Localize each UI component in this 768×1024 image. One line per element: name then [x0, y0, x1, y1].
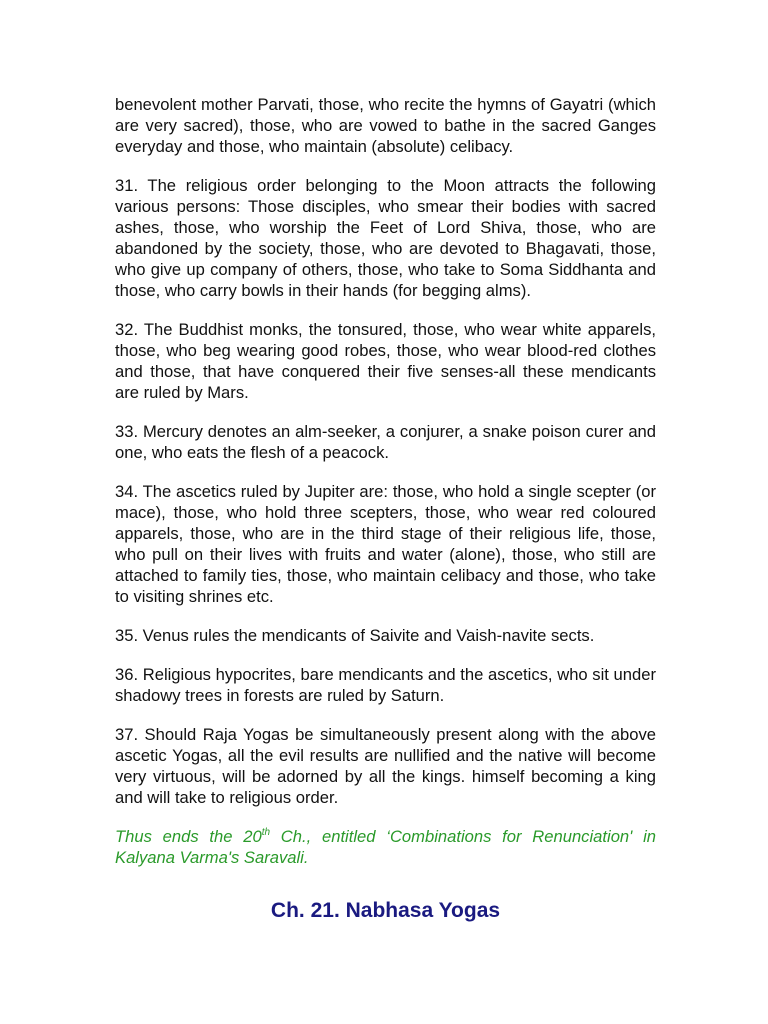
- ending-text-end: Ch., entitled ‘Combinations for Renunciation' in Kalyana Varma's Saravali.: [115, 827, 656, 867]
- paragraph-32: 32. The Buddhist monks, the tonsured, those, who wear white apparels, those, who beg wearing good robes, those, who wear blood-red clothes and those, that have conquered their five senses-all these mendicants are ruled by Mars.: [115, 320, 656, 402]
- paragraph-34: 34. The ascetics ruled by Jupiter are: those, who hold a single scepter (or mace), those, who hold three scepters, those, who wear red coloured apparels, those, who are in the third stage of their religious life, those, who pull on their lives with fruits and water (alone), those, who still are attached to family ties, those, who maintain celibacy and those, who take to visiting shrines etc.: [115, 482, 656, 606]
- paragraph-37: 37. Should Raja Yogas be simultaneously present along with the above ascetic Yogas, all the evil results are nullified and the native will become very virtuous, will be adorned by all the kings. himself becoming a king and will take to religious order.: [115, 725, 656, 807]
- chapter-ending-note: [115, 826, 656, 868]
- paragraph-36: 36. Religious hypocrites, bare mendicants and the ascetics, who sit under shadowy trees in forests are ruled by Saturn.: [115, 665, 656, 705]
- paragraph-30-continued: benevolent mother Parvati, those, who recite the hymns of Gayatri (which are very sacred), those, who are vowed to bathe in the sacred Ganges everyday and those, who maintain (absolute) celibacy.: [115, 95, 656, 156]
- paragraph-31: 31. The religious order belonging to the Moon attracts the following various persons: Those disciples, who smear their bodies with sacred ashes, those, who worship the Feet of Lord Shiva, those, who are abandoned by the society, those, who are devoted to Bhagavati, those, who give up company of others, those, who take to Soma Siddhanta and those, who carry bowls in their hands (for begging alms).: [115, 176, 656, 300]
- paragraph-33: 33. Mercury denotes an alm-seeker, a conjurer, a snake poison curer and one, who eats the flesh of a peacock.: [115, 422, 656, 462]
- ending-superscript: th: [261, 827, 271, 838]
- document-page: [115, 88, 656, 924]
- paragraph-35: 35. Venus rules the mendicants of Saivite and Vaish-navite sects.: [115, 626, 595, 645]
- chapter-heading: Ch. 21. Nabhasa Yogas: [270, 899, 501, 922]
- ending-text-start: Thus ends the 20: [115, 827, 262, 846]
